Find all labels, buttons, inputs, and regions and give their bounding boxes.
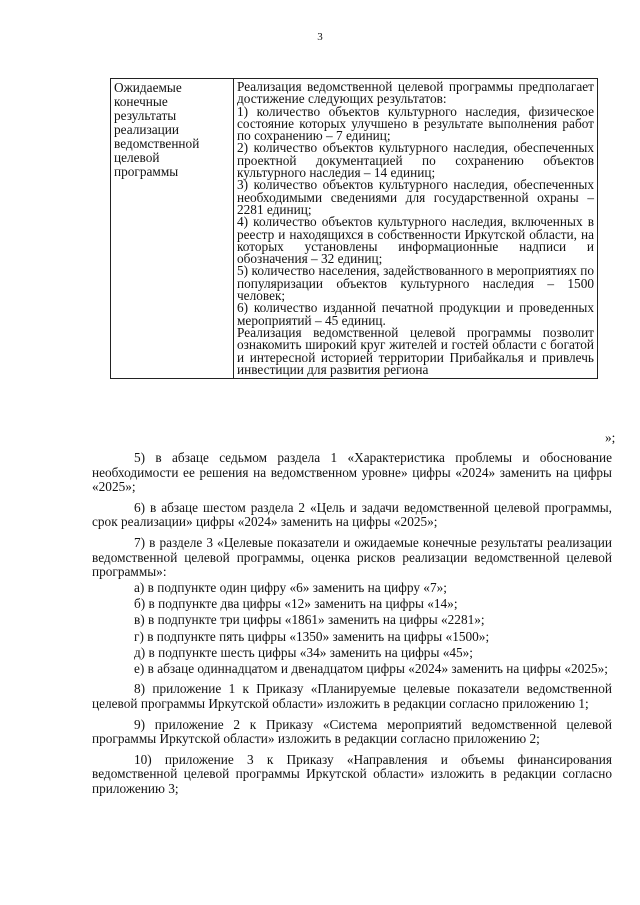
amendment-subitem-b: б) в подпункте два цифры «12» заменить на цифры «14»;: [134, 596, 458, 612]
result-item-4: 4) количество объектов культурного наследия, включенных в реестр и находящихся в собственности Иркутской области, на которых установлены информационные надписи и обозначения – 32 единиц;: [237, 214, 594, 267]
table-row: [111, 79, 598, 379]
result-intro: Реализация ведомственной целевой программы предполагает достижение следующих результатов:: [237, 79, 594, 107]
amendment-list: [92, 451, 612, 796]
amendment-subitem-d: д) в подпункте шесть цифры «34» заменить на цифры «45»;: [134, 644, 473, 660]
amendment-item-8: 8) приложение 1 к Приказу «Планируемые целевые показатели ведомственной целевой программы Иркутской области» изложить в редакции согласно приложению 1;: [92, 681, 612, 711]
program-passport-table: [110, 78, 598, 379]
label-line: конечные: [114, 94, 168, 109]
amendment-subitem-v: в) в подпункте три цифры «1861» заменить на цифры «2281»;: [134, 612, 485, 628]
label-line: Ожидаемые: [114, 80, 182, 95]
amendment-subitem-g: г) в подпункте пять цифры «1350» заменить на цифры «1500»;: [134, 628, 490, 644]
label-line: реализации: [114, 122, 179, 137]
result-item-2: 2) количество объектов культурного наследия, обеспеченных проектной документацией по сохранению объектов культурного наследия – 14 единиц;: [237, 140, 594, 181]
label-line: ведомственной: [114, 136, 200, 151]
page-number: 3: [317, 31, 323, 43]
result-item-5: 5) количество населения, задействованного в мероприятиях по популяризации объектов культурного наследия – 1500 человек;: [237, 263, 594, 304]
result-item-3: 3) количество объектов культурного наследия, обеспеченных необходимыми сведениями для государственной охраны – 2281 единиц;: [237, 177, 594, 217]
label-line: результаты: [114, 108, 177, 123]
amendment-item-10: 10) приложение 3 к Приказу «Направления и объемы финансирования ведомственной целевой программы Иркутской области» изложить в редакции согласно приложению 3;: [92, 751, 612, 796]
amendment-item-6: 6) в абзаце шестом раздела 2 «Цель и задачи ведомственной целевой программы, срок реализации» цифры «2024» заменить на цифры «2025»;: [92, 499, 612, 530]
row-content-cell: [234, 79, 598, 379]
amendment-item-9: 9) приложение 2 к Приказу «Система мероприятий ведомственной целевой программы Иркутской области» изложить в редакции согласно приложению 2;: [92, 716, 612, 747]
label-line: программы: [114, 164, 179, 179]
result-item-1: 1) количество объектов культурного наследия, физическое состояние которых улучшено в результате выполнения работ по сохранению – 7 единиц;: [237, 103, 594, 144]
result-summary: Реализация ведомственной целевой программы позволит ознакомить широкий круг жителей и гостей области с богатой и интересной историей территории Прибайкалья и привлечь инвестиции для развития региона: [237, 324, 594, 377]
amendment-subitem-a: а) в подпункте один цифру «6» заменить на цифру «7»;: [134, 580, 447, 596]
amendment-item-5: 5) в абзаце седьмом раздела 1 «Характеристика проблемы и обоснование необходимости ее решения на ведомственном уровне» цифры «2024» заменить на цифры «2025»;: [92, 450, 612, 495]
table-closing-quote: »;: [605, 430, 616, 445]
row-label-cell: [111, 79, 234, 379]
amendment-subitem-e: е) в абзаце одиннадцатом и двенадцатом цифры «2024» заменить на цифры «2025»;: [134, 660, 608, 676]
amendment-item-7: 7) в разделе 3 «Целевые показатели и ожидаемые конечные результаты реализации ведомственной целевой программы, оценка рисков реализации ведомственной целевой программы»:: [92, 534, 612, 580]
label-line: целевой: [114, 150, 160, 165]
result-item-6: 6) количество изданной печатной продукции и проведенных мероприятий – 45 единиц.: [237, 300, 594, 328]
